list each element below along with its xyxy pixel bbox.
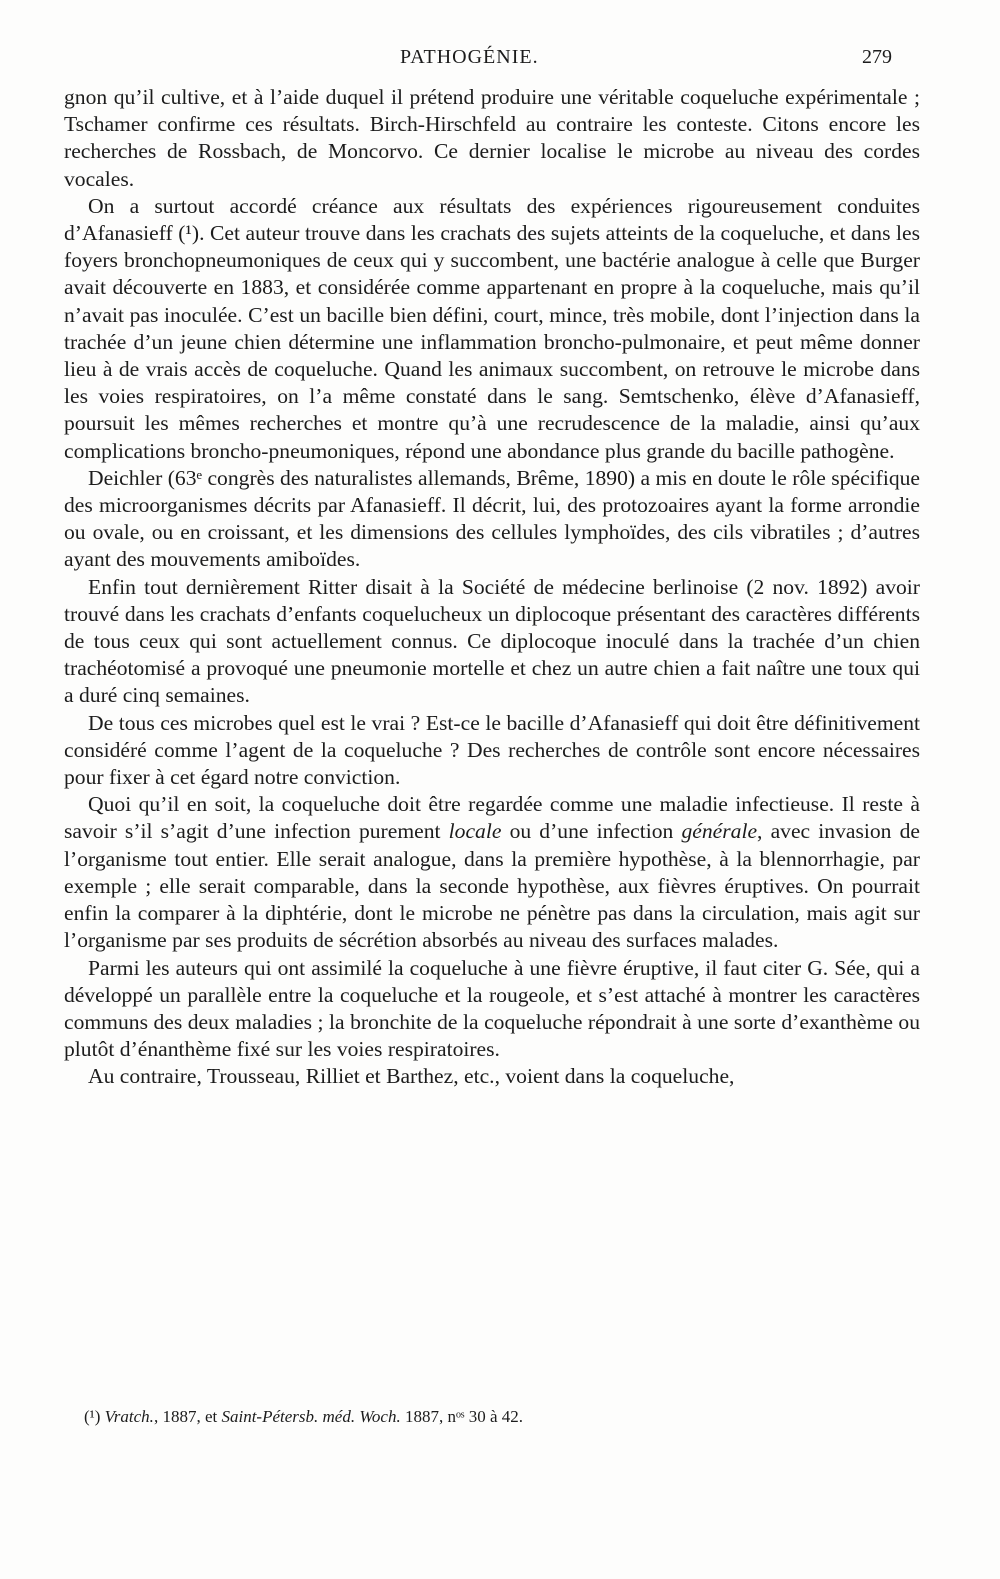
paragraph-continued: gnon qu’il cultive, et à l’aide duquel il prétend produire une véritable coqueluche expérimentale ; Tschamer confirme ces résultats. Birch-Hirschfeld au contraire les conteste. Citons encore les recherches de Rossbach, de Moncorvo. Ce dernier localise le microbe au niveau des cordes vocales. (64, 85, 920, 191)
running-head (0, 46, 1000, 78)
footnote-source-woch: Saint-Pétersb. méd. Woch. (221, 1407, 401, 1426)
footnote (84, 1406, 920, 1428)
body-text (64, 84, 920, 1091)
infection-text-1: Quoi qu’il en soit, la coqueluche doit être regardée comme une maladie infectieuse. Il reste à savoir s’il s’agit d’une infection purement (64, 792, 920, 844)
paragraph-infection (64, 791, 920, 954)
paragraph-question: De tous ces microbes quel est le vrai ? Est-ce le bacille d’Afanasieff qui doit être définitivement considéré comme l’agent de la coqueluche ? Des recherches de contrôle sont encore nécessaires pour fixer à cet égard notre conviction. (64, 710, 920, 790)
paragraph-see: Parmi les auteurs qui ont assimilé la coqueluche à une fièvre éruptive, il faut citer G. Sée, qui a développé un parallèle entre la coqueluche et la rougeole, et s’est attaché à montrer les caractères communs des deux maladies ; la bronchite de la coqueluche répondrait à une sorte d’exanthème ou plutôt d’énanthème fixé sur les voies respiratoires. (64, 955, 920, 1062)
paragraph-trousseau: Au contraire, Trousseau, Rilliet et Barthez, etc., voient dans la coqueluche, (88, 1064, 735, 1089)
infection-text-3: , avec invasion de l’organisme tout entier. Elle serait analogue, dans la première hypothèse, à la blennorrhagie, par exemple ; elle serait comparable, dans la seconde hypothèse, aux fièvres éruptives. On pourrait enfin la comparer à la diphtérie, dont le microbe ne pénètre pas dans la circulation, mais agit sur l’organisme par ses produits de sécrétion absorbés au niveau des surfaces malades. (64, 819, 920, 953)
infection-term-locale: locale (448, 819, 502, 844)
running-title: PATHOGÉNIE. (400, 46, 539, 68)
footnote-text-tail: 1887, nᵒˢ 30 à 42. (400, 1407, 524, 1426)
paragraph-ritter: Enfin tout dernièrement Ritter disait à la Société de médecine berlinoise (2 nov. 1892) avoir trouvé dans les crachats d’enfants coquelucheux un diplocoque présentant des caractères différents de tous ceux qui sont actuellement connus. Ce diplocoque inoculé dans la trachée d’un chien trachéotomisé a provoqué une pneumonie mortelle et chez un autre chien a fait naître une toux qui a duré cinq semaines. (64, 574, 920, 708)
footnote-text-mid: , 1887, et (153, 1407, 222, 1426)
infection-term-generale: générale (681, 819, 758, 844)
page-number: 279 (862, 46, 892, 68)
paragraph-deichler: Deichler (63ᵉ congrès des naturalistes allemands, Brême, 1890) a mis en doute le rôle spécifique des microorganismes décrits par Afanasieff. Il décrit, lui, des protozoaires ayant la forme arrondie ou ovale, ou en croissant, et les dimensions des cellules lymphoïdes, des cils vibratiles ; d’autres ayant des mouvements amiboïdes. (64, 465, 920, 572)
footnote-source-vratch: Vratch. (104, 1407, 154, 1426)
paragraph-afanasieff: On a surtout accordé créance aux résultats des expériences rigoureusement conduites d’Afanasieff (¹). Cet auteur trouve dans les crachats des sujets atteints de la coqueluche, et dans les foyers bronchopneumoniques de ceux qui y succombent, une bactérie analogue à celle que Burger avait découverte en 1883, et considérée comme appartenant en propre à la coqueluche, mais qu’il n’avait pas inoculée. C’est un bacille bien défini, court, mince, très mobile, dont l’injection dans la trachée d’un jeune chien détermine une inflammation broncho-pulmonaire, et peut même donner lieu à de vrais accès de coqueluche. Quand les animaux succombent, on retrouve le microbe dans les voies respiratoires, on l’a même constaté dans le sang. Semtschenko, élève d’Afanasieff, poursuit les mêmes recherches et montre qu’à une recrudescence de la maladie, ainsi qu’aux complications broncho-pneumoniques, répond une abondance plus grande du bacille pathogène. (64, 193, 920, 463)
footnote-marker: (¹) (84, 1407, 101, 1426)
infection-text-2: ou d’une infection (501, 819, 682, 844)
